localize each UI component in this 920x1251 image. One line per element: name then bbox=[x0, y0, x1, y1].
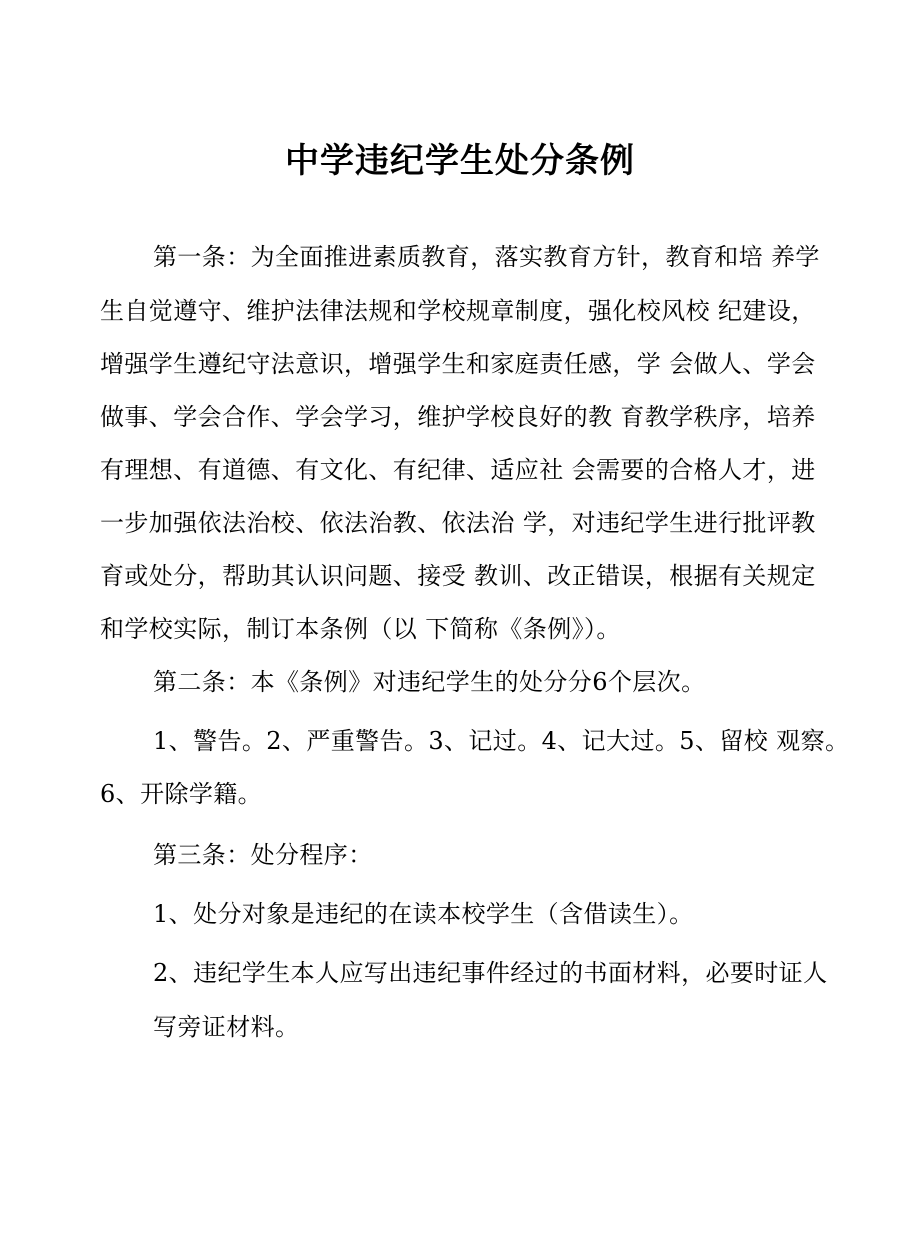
article-1-line-7: 育或处分，帮助其认识问题、接受 教训、改正错误，根据有关规定 bbox=[100, 562, 816, 590]
procedure-item-2-line-1: 2、违纪学生本人应写出违纪事件经过的书面材料，必要时证人 bbox=[153, 959, 828, 987]
procedure-item-1: 1、处分对象是违纪的在读本校学生（含借读生）。 bbox=[153, 900, 694, 928]
article-1-line-2: 生自觉遵守、维护法律法规和学校规章制度，强化校风校 纪建设， bbox=[100, 297, 816, 325]
article-3-line: 第三条：处分程序： bbox=[153, 841, 373, 869]
penalty-levels-line-1: 1、警告。2、严重警告。3、记过。4、记大过。5、留校 观察。 bbox=[153, 727, 850, 755]
article-1-line-3: 增强学生遵纪守法意识，增强学生和家庭责任感，学 会做人、学会 bbox=[100, 350, 816, 378]
article-2-line: 第二条：本《条例》对违纪学生的处分分6个层次。 bbox=[153, 668, 706, 696]
article-1-line-5: 有理想、有道德、有文化、有纪律、适应社 会需要的合格人才，进 bbox=[100, 456, 816, 484]
article-1-line-8: 和学校实际，制订本条例（以 下简称《条例》）。 bbox=[100, 615, 621, 643]
article-1-line-6: 一步加强依法治校、依法治教、依法治 学，对违纪学生进行批评教 bbox=[100, 509, 816, 537]
penalty-levels-line-2: 6、开除学籍。 bbox=[100, 780, 263, 808]
article-1-line-1: 第一条：为全面推进素质教育，落实教育方针，教育和培 养学 bbox=[153, 243, 820, 271]
document-title: 中学违纪学生处分条例 bbox=[285, 141, 635, 181]
procedure-item-2-line-2: 写旁证材料。 bbox=[153, 1013, 300, 1041]
article-1-line-4: 做事、学会合作、学会学习，维护学校良好的教 育教学秩序，培养 bbox=[100, 403, 816, 431]
